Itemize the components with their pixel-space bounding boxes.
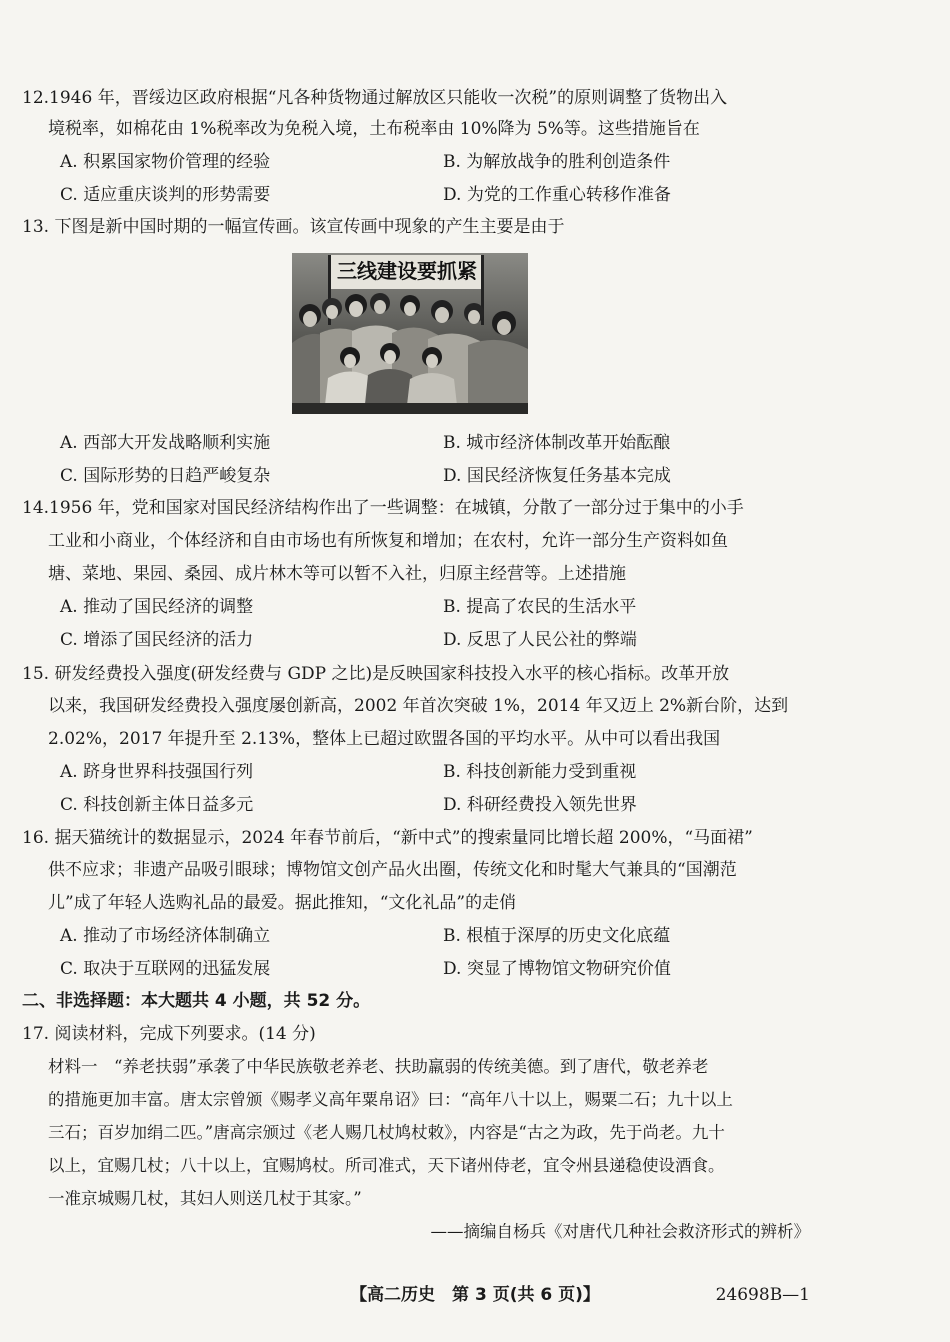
q14-option-d: D. 反思了人民公社的弊端 bbox=[443, 630, 637, 650]
q17-material-source: ——摘编自杨兵《对唐代几种社会救济形式的辨析》 bbox=[430, 1222, 810, 1241]
q15-option-a: A. 跻身世界科技强国行列 bbox=[60, 762, 254, 782]
propaganda-poster-photo bbox=[292, 253, 528, 414]
q14-option-a: A. 推动了国民经济的调整 bbox=[60, 597, 254, 617]
q17-material-line-4: 以上，宜赐几杖；八十以上，宜赐鸠杖。所司准式，天下诸州侍老，宜令州县递稳使设酒食。 bbox=[48, 1156, 725, 1175]
exam-code: 24698B—1 bbox=[715, 1285, 810, 1305]
q16-option-a: A. 推动了市场经济体制确立 bbox=[60, 926, 271, 946]
poster-banner-text: 三线建设要抓紧 bbox=[337, 259, 477, 283]
q12-option-b: B. 为解放战争的胜利创造条件 bbox=[443, 152, 671, 172]
q16-stem: 16. 据天猫统计的数据显示，2024 年春节前后，“新中式”的搜索量同比增长超 200%，“马面裙” bbox=[22, 828, 753, 848]
q13-option-a: A. 西部大开发战略顺利实施 bbox=[60, 433, 271, 453]
q15-option-c: C. 科技创新主体日益多元 bbox=[60, 795, 254, 815]
q14-option-c: C. 增添了国民经济的活力 bbox=[60, 630, 254, 650]
q12-option-c: C. 适应重庆谈判的形势需要 bbox=[60, 185, 271, 205]
page-footer: 【高二历史 第 3 页(共 6 页)】 bbox=[350, 1285, 600, 1305]
q12-option-d: D. 为党的工作重心转移作准备 bbox=[443, 185, 671, 205]
q17-material-line-1: 材料一 “养老扶弱”承袭了中华民族敬老养老、扶助羸弱的传统美德。到了唐代，敬老养老 bbox=[48, 1057, 709, 1076]
q17-material-line-3: 三石；百岁加绢二匹。”唐高宗颁过《老人赐几杖鸠杖敕》，内容是“古之为政，先于尚老。九十 bbox=[48, 1123, 725, 1142]
q16-option-c: C. 取决于互联网的迅猛发展 bbox=[60, 959, 271, 979]
q14-stem-cont-2: 塘、菜地、果园、桑园、成片林木等可以暂不入社，归原主经营等。上述措施 bbox=[48, 564, 626, 584]
q17-material-line-2: 的措施更加丰富。唐太宗曾颁《赐孝义高年粟帛诏》曰：“高年八十以上，赐粟二石；九十以上 bbox=[48, 1090, 733, 1109]
q13-option-d: D. 国民经济恢复任务基本完成 bbox=[443, 466, 671, 486]
q13-option-c: C. 国际形势的日趋严峻复杂 bbox=[60, 466, 271, 486]
q13-option-b: B. 城市经济体制改革开始酝酿 bbox=[443, 433, 671, 453]
q14-stem: 14.1956 年，党和国家对国民经济结构作出了一些调整：在城镇，分散了一部分过于集中的小手 bbox=[22, 498, 744, 518]
q15-stem-cont-2: 2.02%，2017 年提升至 2.13%，整体上已超过欧盟各国的平均水平。从中可以看出我国 bbox=[48, 729, 721, 749]
q12-option-a: A. 积累国家物价管理的经验 bbox=[60, 152, 271, 172]
q15-option-d: D. 科研经费投入领先世界 bbox=[443, 795, 637, 815]
q12-stem: 12.1946 年，晋绥边区政府根据“凡各种货物通过解放区只能收一次税”的原则调整了货物出入 bbox=[22, 88, 728, 108]
q12-stem-cont: 境税率，如棉花由 1%税率改为免税入境，土布税率由 10%降为 5%等。这些措施旨在 bbox=[48, 119, 700, 139]
q13-stem: 13. 下图是新中国时期的一幅宣传画。该宣传画中现象的产生主要是由于 bbox=[22, 217, 565, 237]
q16-stem-cont: 供不应求；非遗产品吸引眼球；博物馆文创产品火出圈，传统文化和时髦大气兼具的“国潮范 bbox=[48, 860, 737, 880]
q15-option-b: B. 科技创新能力受到重视 bbox=[443, 762, 637, 782]
q14-stem-cont: 工业和小商业，个体经济和自由市场也有所恢复和增加；在农村，允许一部分生产资料如鱼 bbox=[48, 531, 728, 551]
q15-stem-cont: 以来，我国研发经费投入强度屡创新高，2002 年首次突破 1%，2014 年又迈上 2%新台阶，达到 bbox=[48, 696, 789, 716]
q15-stem: 15. 研发经费投入强度(研发经费与 GDP 之比)是反映国家科技投入水平的核心指标。改革开放 bbox=[22, 664, 730, 684]
q17-material-line-5: 一准京城赐几杖，其妇人则送几杖于其家。” bbox=[48, 1189, 362, 1208]
q16-option-b: B. 根植于深厚的历史文化底蕴 bbox=[443, 926, 671, 946]
section-2-heading: 二、非选择题：本大题共 4 小题，共 52 分。 bbox=[22, 991, 371, 1011]
q16-option-d: D. 突显了博物馆文物研究价值 bbox=[443, 959, 671, 979]
q17-stem: 17. 阅读材料，完成下列要求。(14 分) bbox=[22, 1024, 316, 1044]
q16-stem-cont-2: 儿”成了年轻人选购礼品的最爱。据此推知，“文化礼品”的走俏 bbox=[48, 893, 517, 913]
q14-option-b: B. 提高了农民的生活水平 bbox=[443, 597, 637, 617]
